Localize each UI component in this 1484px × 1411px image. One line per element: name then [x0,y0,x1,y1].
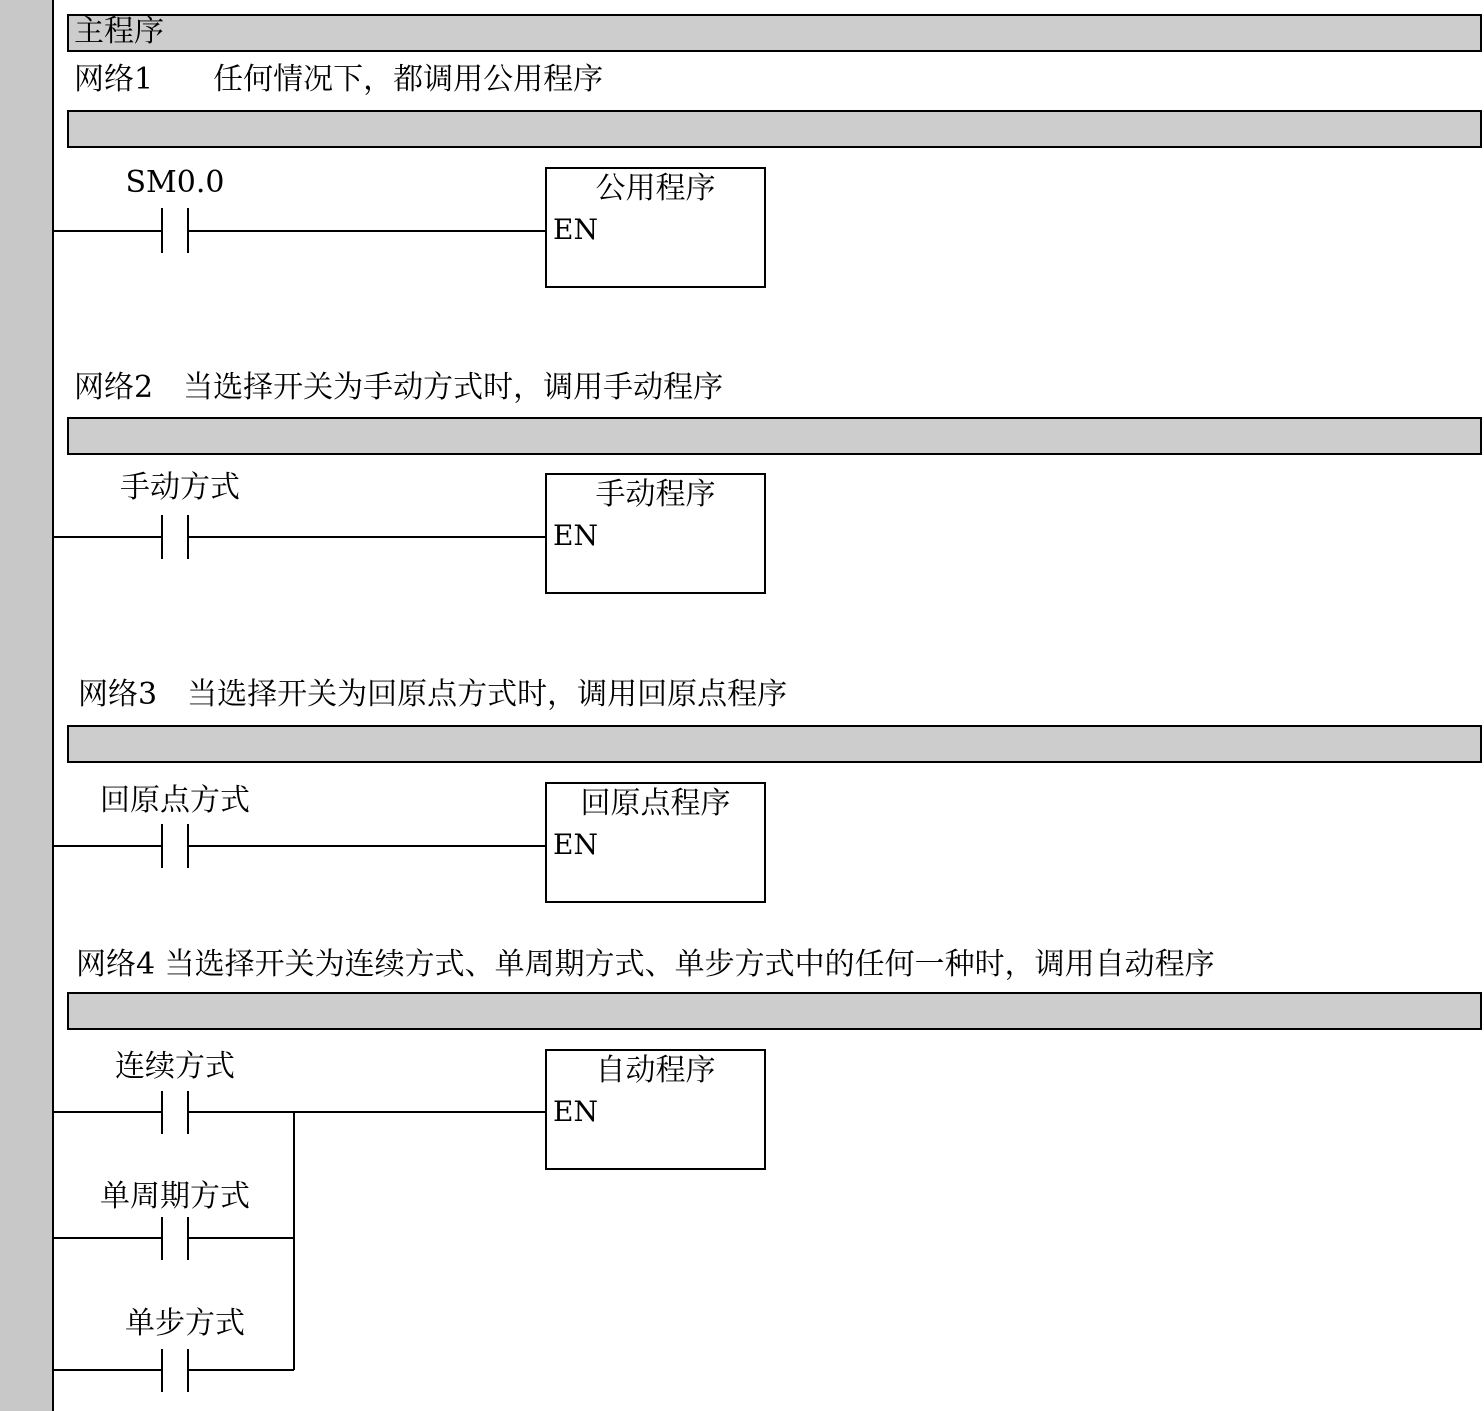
network-4-box-title: 自动程序 [595,1053,716,1088]
network-1-rung [53,208,545,253]
network-2-en-input: EN [553,519,598,552]
network-3-title: 网络3 当选择开关为回原点方式时，调用回原点程序 [78,677,788,712]
network-2-title: 网络2 当选择开关为手动方式时，调用手动程序 [74,370,724,405]
network-2-rung [53,515,545,559]
network-1-contact-label: SM0.0 [125,165,225,200]
network-4-rung [53,1091,545,1392]
network-1-box-title: 公用程序 [595,171,716,206]
network-3-en-input: EN [553,828,598,861]
network-3-rung [53,824,545,868]
network-1-title: 网络1 任何情况下，都调用公用程序 [74,62,604,97]
network-4-contact-3-label: 单步方式 [125,1306,245,1341]
network-2-contact-label: 手动方式 [120,470,240,505]
network-4-contact-1-label: 连续方式 [115,1049,235,1084]
network-4-en-input: EN [553,1095,598,1128]
main-program-title: 主程序 [74,14,164,49]
network-1-en-input: EN [553,213,598,246]
network-2-box-title: 手动程序 [595,477,716,512]
network-4-title: 网络4 当选择开关为连续方式、单周期方式、单步方式中的任何一种时，调用自动程序 [76,947,1215,982]
network-3-contact-label: 回原点方式 [100,783,250,818]
network-4-contact-2-label: 单周期方式 [100,1179,250,1214]
network-3-box-title: 回原点程序 [580,786,731,821]
